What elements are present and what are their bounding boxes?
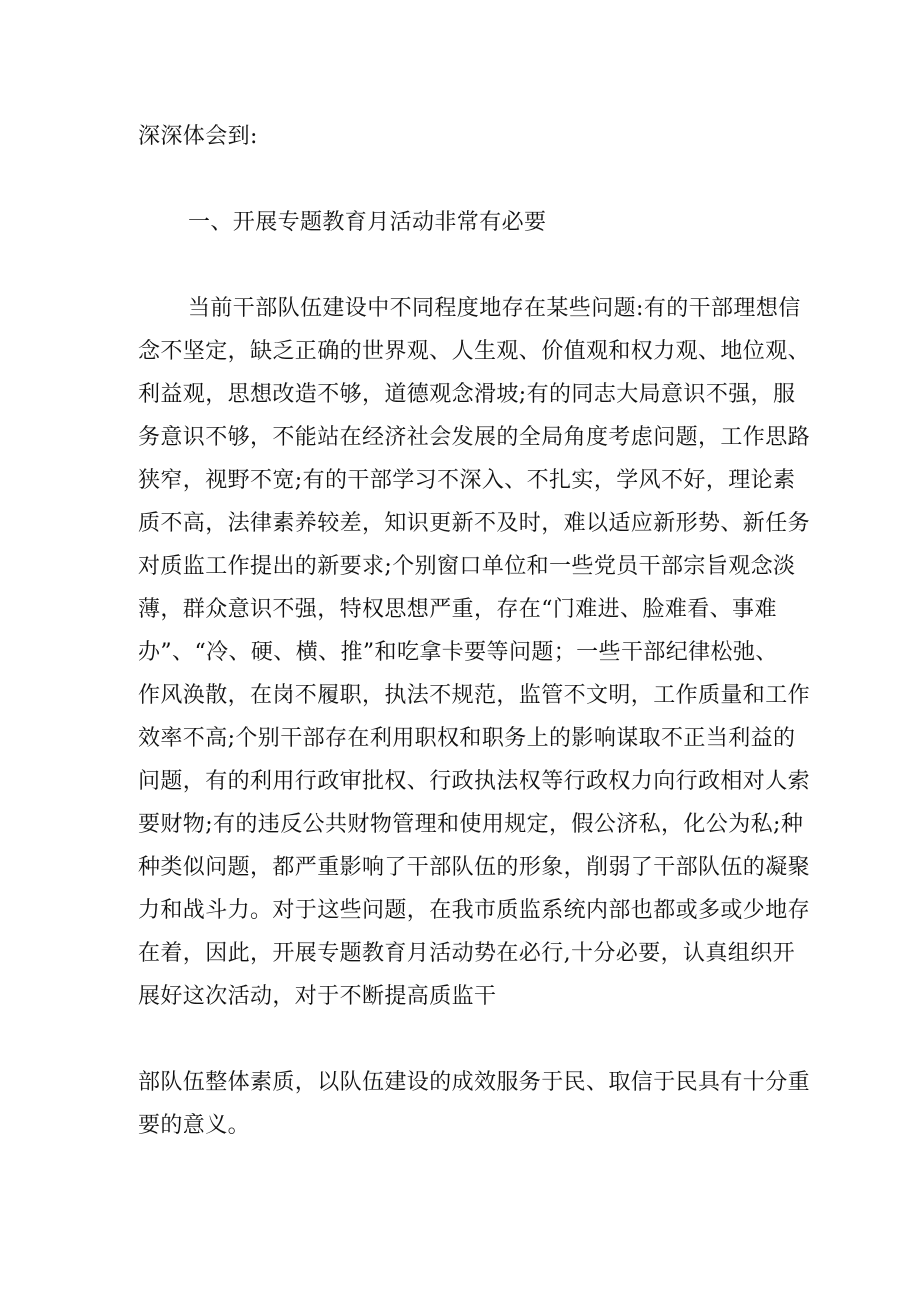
paragraph-line: 狭窄，视野不宽;有的干部学习不深入、不扎实，学风不好，理论素 [138,468,796,493]
paragraph-line: 部队伍整体素质，以队伍建设的成效服务于民、取信于民具有十分重 [138,1070,811,1095]
paragraph-line: 薄，群众意识不强，特权思想严重，存在“门难进、脸难看、事难 [138,597,777,622]
paragraph-line: 效率不高;个别干部存在利用职权和职务上的影响谋取不正当利益的 [138,726,796,751]
paragraph-line: 要财物;有的违反公共财物管理和使用规定，假公济私，化公为私;种 [138,812,804,837]
section-heading: 一、开展专题教育月活动非常有必要 [188,210,547,235]
paragraph-line: 务意识不够，不能站在经济社会发展的全局角度考虑问题，工作思路 [138,425,811,450]
paragraph-line: 力和战斗力。对于这些问题，在我市质监系统内部也都或多或少地存 [138,898,811,923]
paragraph-line: 展好这次活动，对于不断提高质监干 [138,984,497,1009]
paragraph-line: 对质监工作提出的新要求;个别窗口单位和一些党员干部宗旨观念淡 [138,554,796,579]
paragraph-line: 种类似问题，都严重影响了干部队伍的形象，削弱了干部队伍的凝聚 [138,855,811,880]
paragraph-line: 办”、“冷、硬、横、推”和吃拿卡要等问题；一些干部纪律松弛、 [138,640,778,665]
paragraph-line: 念不坚定，缺乏正确的世界观、人生观、价值观和权力观、地位观、 [138,339,811,364]
paragraph-line: 当前干部队伍建设中不同程度地存在某些问题:有的干部理想信 [188,296,801,321]
paragraph-line: 利益观，思想改造不够，道德观念滑坡;有的同志大局意识不强，服 [138,382,796,407]
paragraph-line: 作风涣散，在岗不履职，执法不规范，监管不文明，工作质量和工作 [138,683,811,708]
paragraph-line: 要的意义。 [138,1113,251,1138]
paragraph-line: 在着，因此，开展专题教育月活动势在必行,十分必要，认真组织开 [138,941,795,966]
intro-text: 深深体会到: [138,124,258,149]
paragraph-line: 问题，有的利用行政审批权、行政执法权等行政权力向行政相对人索 [138,769,811,794]
paragraph-line: 质不高，法律素养较差，知识更新不及时，难以适应新形势、新任务 [138,511,811,536]
